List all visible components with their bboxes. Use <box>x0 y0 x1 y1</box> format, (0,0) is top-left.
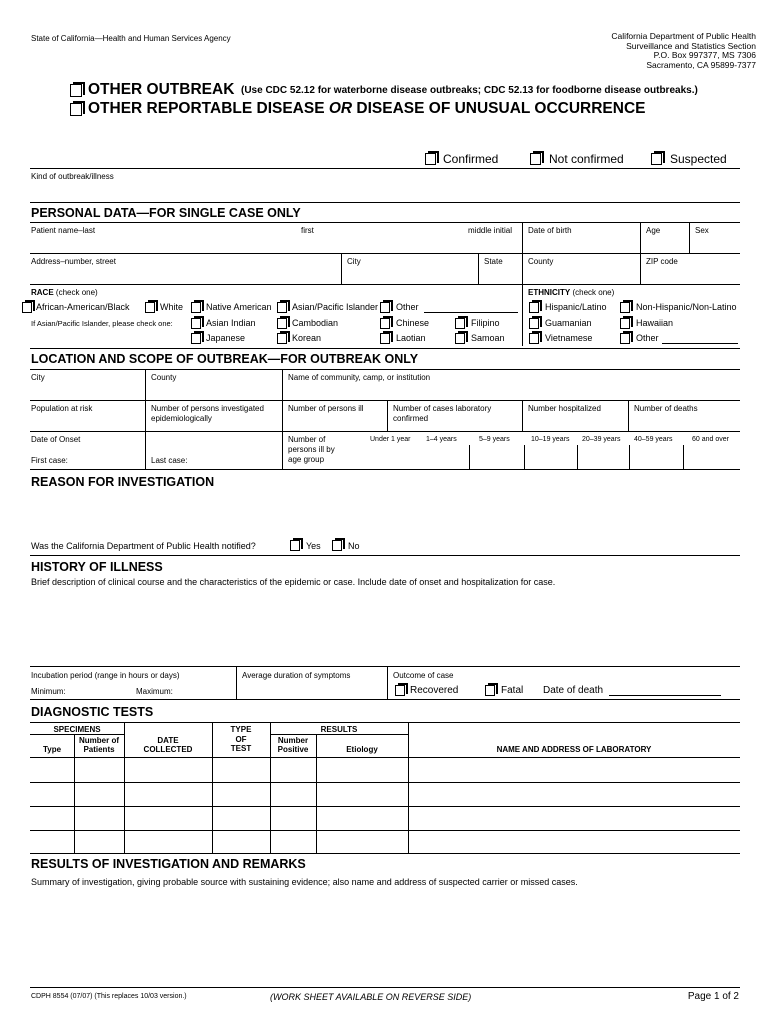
fatal-label: Fatal <box>501 685 524 696</box>
investigated-label: Number of persons investigated epidemiologically <box>151 404 264 423</box>
api-option-label: Korean <box>292 333 322 343</box>
divider <box>522 284 523 346</box>
race-option-label: White <box>160 302 184 312</box>
history-input[interactable] <box>30 590 740 662</box>
race-option-label: Asian/Pacific Islander <box>292 302 379 312</box>
api-chinese-checkbox[interactable] <box>380 318 390 329</box>
divider <box>629 445 630 469</box>
maximum-label: Maximum: <box>136 687 173 696</box>
api-samoan-checkbox[interactable] <box>455 333 465 344</box>
divider <box>30 830 740 831</box>
etiology-header: Etiology <box>346 745 378 754</box>
recovered-label: Recovered <box>410 685 459 696</box>
recovered-checkbox[interactable] <box>395 685 405 696</box>
divider <box>522 400 523 431</box>
divider <box>74 734 75 853</box>
lab-confirmed-label: Number of cases laboratory confirmed <box>393 404 492 423</box>
api-laotian-checkbox[interactable] <box>380 333 390 344</box>
outbreak-note: (Use CDC 52.12 for waterborne disease outbreaks; CDC 52.13 for foodborne disease outbreaks.) <box>241 85 698 96</box>
race-asian-pacific-checkbox[interactable] <box>277 302 287 313</box>
divider <box>124 722 125 853</box>
state-label: State <box>484 257 503 266</box>
divider <box>524 445 525 469</box>
specimens-header: SPECIMENS <box>53 725 101 734</box>
onset-label: Date of Onset <box>31 435 81 444</box>
divider <box>478 253 479 284</box>
outbreak-county-label: County <box>151 373 177 382</box>
age-group-label: 20–39 years <box>582 436 621 443</box>
other-reportable-title: OTHER REPORTABLE DISEASE OR DISEASE OF UNUSUAL OCCURRENCE <box>88 100 646 117</box>
race-option-label: Other <box>396 302 419 312</box>
results-heading: RESULTS OF INVESTIGATION AND REMARKS <box>31 857 306 871</box>
divider <box>316 734 317 853</box>
history-heading: HISTORY OF ILLNESS <box>31 560 163 574</box>
outbreak-city-label: City <box>31 373 45 382</box>
divider <box>30 666 740 667</box>
age-group-label: Under 1 year <box>370 436 411 443</box>
not-confirmed-checkbox[interactable] <box>530 153 541 165</box>
kind-of-outbreak-label: Kind of outbreak/illness <box>31 172 114 181</box>
type-of-test-header: TYPE OF TEST <box>230 725 252 753</box>
divider <box>30 722 740 723</box>
divider <box>30 253 740 254</box>
department-address: California Department of Public Health Surveillance and Statistics Section P.O. Box 997377, MS 7306 Sacramento, CA 95899-7377 <box>611 31 756 70</box>
divider <box>30 431 740 432</box>
non-hispanic-checkbox[interactable] <box>620 302 630 313</box>
race-other-checkbox[interactable] <box>380 302 390 313</box>
history-description: Brief description of clinical course and the characteristics of the epidemic or case. Include date of onset and hospitalization for case. <box>31 577 556 587</box>
race-african-american-checkbox[interactable] <box>22 302 32 313</box>
num-positive-header: Number Positive <box>277 736 309 754</box>
results-header: RESULTS <box>320 725 358 734</box>
race-option-label: African-American/Black <box>36 302 130 312</box>
divider <box>30 400 740 401</box>
api-option-label: Samoan <box>471 333 505 343</box>
age-group-label: 60 and over <box>692 436 729 443</box>
api-filipino-checkbox[interactable] <box>455 318 465 329</box>
age-label: Age <box>646 226 661 235</box>
divider <box>30 202 740 203</box>
city-label: City <box>347 257 361 266</box>
avg-duration-label: Average duration of symptoms <box>242 671 351 680</box>
other-reportable-checkbox[interactable] <box>70 103 82 116</box>
api-option-label: Cambodian <box>292 318 339 328</box>
divider <box>30 284 740 285</box>
diagnostic-heading: DIAGNOSTIC TESTS <box>31 705 154 719</box>
divider <box>30 699 740 700</box>
divider <box>30 806 740 807</box>
age-group-label: 40–59 years <box>634 436 673 443</box>
race-label: RACE (check one) <box>31 288 98 297</box>
suspected-checkbox[interactable] <box>651 153 662 165</box>
notified-yes-checkbox[interactable] <box>290 540 300 551</box>
api-option-label: Chinese <box>396 318 430 328</box>
divider <box>30 555 740 556</box>
ethnicity-option-label: Non-Hispanic/Non-Latino <box>636 302 737 312</box>
api-option-label: Asian Indian <box>206 318 256 328</box>
race-white-checkbox[interactable] <box>145 302 155 313</box>
other-outbreak-title: OTHER OUTBREAK <box>88 81 235 98</box>
race-other-input[interactable] <box>424 312 518 313</box>
num-ill-label: Number of persons ill <box>288 404 364 413</box>
api-prompt: If Asian/Pacific Islander, please check one: <box>31 319 173 328</box>
date-of-death-label: Date of death <box>543 685 604 696</box>
deaths-label: Number of deaths <box>634 404 698 413</box>
divider <box>30 168 740 169</box>
age-group-label: 1–4 years <box>426 436 457 443</box>
api-option-label: Japanese <box>206 333 246 343</box>
results-input[interactable] <box>30 890 740 980</box>
api-japanese-checkbox[interactable] <box>191 333 201 344</box>
divider <box>469 445 470 469</box>
api-option-label: Other <box>636 333 659 343</box>
sex-label: Sex <box>695 226 709 235</box>
divider <box>145 369 146 469</box>
divider <box>30 348 740 349</box>
notified-question: Was the California Department of Public Health notified? <box>31 541 256 551</box>
notified-no-checkbox[interactable] <box>332 540 342 551</box>
personal-data-heading: PERSONAL DATA—FOR SINGLE CASE ONLY <box>31 206 301 220</box>
divider <box>30 469 740 470</box>
divider <box>270 734 408 735</box>
not-confirmed-label: Not confirmed <box>549 152 624 166</box>
other-outbreak-checkbox[interactable] <box>70 84 82 97</box>
divider <box>212 722 213 853</box>
no-label: No <box>348 541 360 551</box>
divider <box>30 734 124 735</box>
zip-label: ZIP code <box>646 257 678 266</box>
divider <box>30 782 740 783</box>
divider <box>341 253 342 284</box>
location-heading: LOCATION AND SCOPE OF OUTBREAK—FOR OUTBREAK ONLY <box>31 352 419 366</box>
divider <box>387 400 388 431</box>
api-hawaiian-checkbox[interactable] <box>620 318 630 329</box>
pop-risk-label: Population at risk <box>31 404 93 413</box>
api-cambodian-checkbox[interactable] <box>277 318 287 329</box>
middle-initial-label: middle initial <box>468 226 513 235</box>
divider <box>689 222 690 253</box>
api-asian-indian-checkbox[interactable] <box>191 318 201 329</box>
ethnicity-label: ETHNICITY (check one) <box>528 288 615 297</box>
divider <box>30 757 740 758</box>
first-case-label: First case: <box>31 456 68 465</box>
api-other-checkbox[interactable] <box>620 333 630 344</box>
date-of-death-input[interactable] <box>609 695 721 696</box>
age-group-label: 10–19 years <box>531 436 570 443</box>
confirmed-label: Confirmed <box>443 152 499 166</box>
outcome-label: Outcome of case <box>393 671 454 680</box>
divider <box>30 987 740 988</box>
race-native-american-checkbox[interactable] <box>191 302 201 313</box>
fatal-checkbox[interactable] <box>485 685 495 696</box>
worksheet-note: (WORK SHEET AVAILABLE ON REVERSE SIDE) <box>270 992 472 1002</box>
api-option-label: Vietnamese <box>545 333 593 343</box>
community-label: Name of community, camp, or institution <box>288 373 431 382</box>
patient-first-label: first <box>301 226 314 235</box>
api-option-label: Filipino <box>471 318 500 328</box>
minimum-label: Minimum: <box>31 687 66 696</box>
hospitalized-label: Number hospitalized <box>528 404 601 413</box>
last-case-label: Last case: <box>151 456 188 465</box>
api-option-label: Guamanian <box>545 318 592 328</box>
age-group-label: 5–9 years <box>479 436 510 443</box>
suspected-label: Suspected <box>670 152 727 166</box>
results-description: Summary of investigation, giving probable source with sustaining evidence; also name and address of suspected carrier or missed cases. <box>31 877 578 887</box>
ethnicity-option-label: Hispanic/Latino <box>545 302 607 312</box>
divider <box>282 369 283 469</box>
hispanic-checkbox[interactable] <box>529 302 539 313</box>
page-number: Page 1 of 2 <box>687 991 739 1002</box>
divider <box>408 722 409 853</box>
divider <box>270 722 271 853</box>
divider <box>236 666 237 699</box>
reason-input[interactable] <box>30 492 740 536</box>
reason-heading: REASON FOR INVESTIGATION <box>31 475 215 489</box>
divider <box>30 853 740 854</box>
kind-of-outbreak-input[interactable] <box>30 180 740 200</box>
ill-by-age-label: Number of persons ill by age group <box>288 435 335 464</box>
api-other-input[interactable] <box>662 343 738 344</box>
patient-last-label: Patient name–last <box>31 226 96 235</box>
yes-label: Yes <box>306 541 321 551</box>
type-header: Type <box>42 745 62 754</box>
divider <box>683 445 684 469</box>
divider <box>30 369 740 370</box>
race-option-label: Native American <box>206 302 272 312</box>
dob-label: Date of birth <box>528 226 572 235</box>
api-korean-checkbox[interactable] <box>277 333 287 344</box>
incubation-label: Incubation period (range in hours or days) <box>31 671 180 680</box>
api-option-label: Hawaiian <box>636 318 674 328</box>
api-guamanian-checkbox[interactable] <box>529 318 539 329</box>
confirmed-checkbox[interactable] <box>425 153 436 165</box>
num-patients-header: Number of Patients <box>79 736 119 754</box>
api-vietnamese-checkbox[interactable] <box>529 333 539 344</box>
county-label: County <box>528 257 554 266</box>
address-label: Address–number, street <box>31 257 116 266</box>
laboratory-header: NAME AND ADDRESS OF LABORATORY <box>496 745 652 754</box>
agency-name: State of California—Health and Human Services Agency <box>31 34 231 43</box>
divider <box>628 400 629 431</box>
divider <box>387 666 388 699</box>
divider <box>30 222 740 223</box>
divider <box>577 445 578 469</box>
date-collected-header: DATE COLLECTED <box>143 736 193 754</box>
form-id: CDPH 8554 (07/07) (This replaces 10/03 version.) <box>31 993 187 1000</box>
api-option-label: Laotian <box>396 333 426 343</box>
